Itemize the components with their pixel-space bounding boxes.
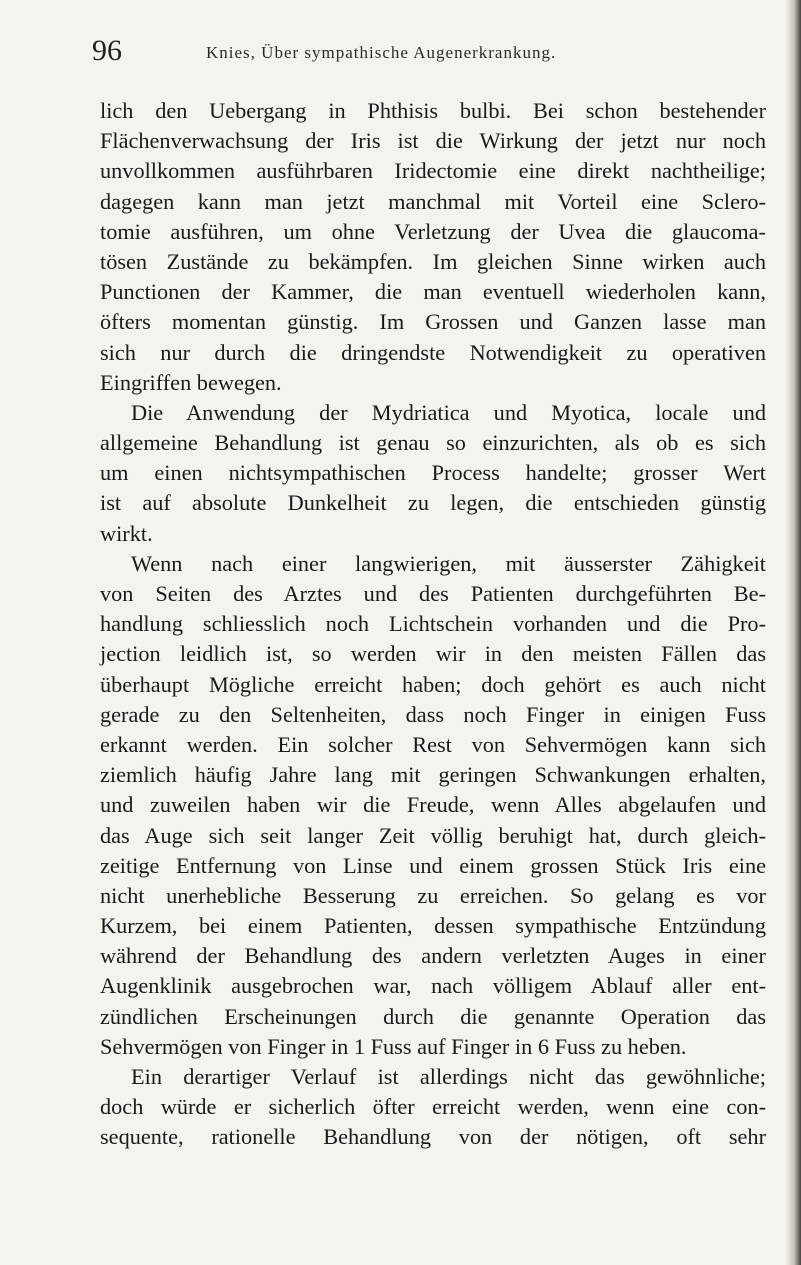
- text-line: ist auf absolute Dunkelheit zu legen, die entschieden günstig: [100, 490, 766, 516]
- body-text: [100, 96, 766, 1153]
- page-header: [92, 34, 792, 68]
- text-line: tösen Zustände zu bekämpfen. Im gleichen Sinne wirken auch: [100, 248, 766, 274]
- text-line: sich nur durch die dringendste Notwendigkeit zu operativen: [100, 339, 766, 365]
- text-line: unvollkommen ausführbaren Iridectomie eine direkt nachtheilige;: [100, 158, 766, 184]
- text-line: dagegen kann man jetzt manchmal mit Vorteil eine Sclero-: [100, 188, 766, 214]
- text-line: ziemlich häufig Jahre lang mit geringen Schwankungen erhalten,: [100, 762, 766, 788]
- page-spine-shadow: [785, 0, 801, 1265]
- text-line: Punctionen der Kammer, die man eventuell wiederholen kann,: [100, 279, 766, 305]
- text-line: jection leidlich ist, so werden wir in den meisten Fällen das: [100, 641, 766, 667]
- text-line: sequente, rationelle Behandlung von der nötigen, oft sehr: [100, 1124, 766, 1150]
- paragraph-end-line: wirkt.: [100, 520, 153, 546]
- text-line: nicht unerhebliche Besserung zu erreichen. So gelang es vor: [100, 882, 766, 908]
- text-line: lich den Uebergang in Phthisis bulbi. Bei schon bestehender: [100, 98, 766, 123]
- paragraph-start-line: Wenn nach einer langwierigen, mit äusserster Zähigkeit: [131, 550, 766, 576]
- text-line: erkannt werden. Ein solcher Rest von Sehvermögen kann sich: [100, 731, 766, 757]
- text-line: öfters momentan günstig. Im Grossen und Ganzen lasse man: [100, 309, 766, 335]
- text-line: zündlichen Erscheinungen durch die genannte Operation das: [100, 1003, 766, 1029]
- text-line: tomie ausführen, um ohne Verletzung der Uvea die glaucoma-: [100, 218, 766, 244]
- text-line: doch würde er sicherlich öfter erreicht werden, wenn eine con-: [100, 1094, 766, 1120]
- text-line: von Seiten des Arztes und des Patienten durchgeführten Be-: [100, 581, 766, 606]
- running-head: Knies, Über sympathische Augenerkrankung.: [206, 43, 557, 62]
- text-line: um einen nichtsympathischen Process handelte; grosser Wert: [100, 460, 766, 486]
- text-line: zeitige Entfernung von Linse und einem grossen Stück Iris eine: [100, 852, 766, 878]
- text-line: überhaupt Mögliche erreicht haben; doch gehört es auch nicht: [100, 671, 766, 697]
- paragraph-start-line: Ein derartiger Verlauf ist allerdings nicht das gewöhnliche;: [131, 1064, 766, 1089]
- text-line: Augenklinik ausgebrochen war, nach völligem Ablauf aller ent-: [100, 973, 766, 999]
- page-number: 96: [92, 34, 122, 67]
- text-line: gerade zu den Seltenheiten, dass noch Finger in einigen Fuss: [100, 701, 766, 727]
- text-line: das Auge sich seit langer Zeit völlig beruhigt hat, durch gleich-: [100, 822, 766, 848]
- text-line: handlung schliesslich noch Lichtschein vorhanden und die Pro-: [100, 611, 766, 637]
- paragraph-start-line: Die Anwendung der Mydriatica und Myotica, locale und: [131, 399, 766, 425]
- paragraph-end-line: Sehvermögen von Finger in 1 Fuss auf Finger in 6 Fuss zu heben.: [100, 1033, 687, 1059]
- text-line: und zuweilen haben wir die Freude, wenn Alles abgelaufen und: [100, 792, 766, 818]
- text-line: allgemeine Behandlung ist genau so einzurichten, als ob es sich: [100, 430, 766, 456]
- paragraph-end-line: Eingriffen bewegen.: [100, 369, 282, 395]
- text-line: Kurzem, bei einem Patienten, dessen sympathische Entzündung: [100, 913, 766, 939]
- text-line: Flächenverwachsung der Iris ist die Wirkung der jetzt nur noch: [100, 128, 766, 154]
- text-line: während der Behandlung des andern verletzten Auges in einer: [100, 943, 766, 969]
